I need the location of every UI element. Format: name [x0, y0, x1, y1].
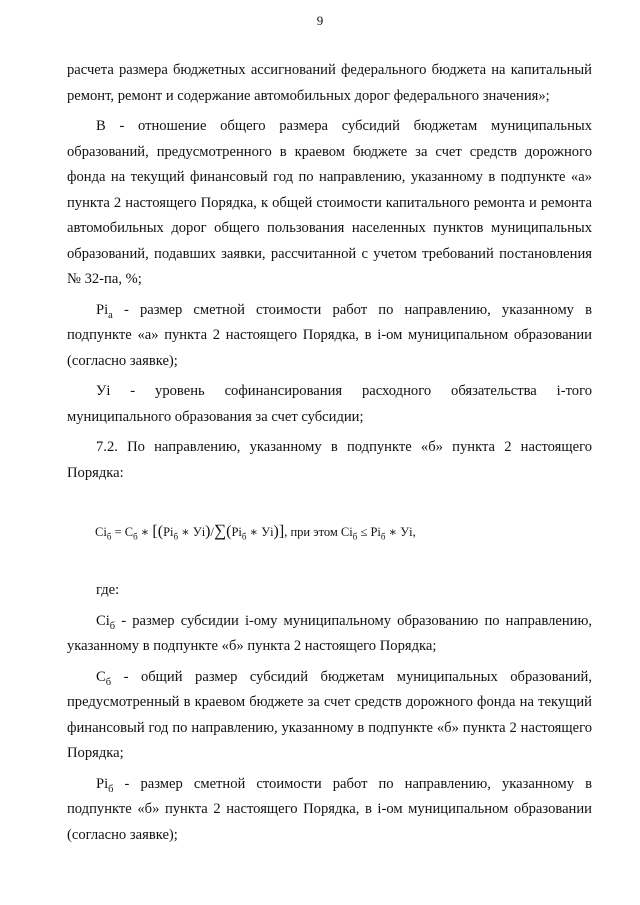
- subsidy-formula: $Ci_б = C_б$ ∗ [($Pi_б$ ∗ $Уi)/\sum(Pi_б$ ∗ Уi)], при этом $Ci_б \le Pi_б$ ∗ Уi,: [95, 521, 416, 542]
- paragraph-definition-pib: $Pi_б$ - размер сметной стоимости работ по направлению, указанному в подпункте «б» пункта 2 настоящего Порядка, в i-ом муниципальном образовании (согласно заявке);: [67, 775, 592, 843]
- where-label: где:: [96, 582, 120, 598]
- paragraph-continuation: расчета размера бюджетных ассигнований федерального бюджета на капитальный ремонт, ремонт и содержание автомобильных дорог федерального значения»;: [67, 62, 592, 104]
- symbol-pi: Pi: [96, 301, 109, 318]
- paragraph-definition-pia: $Pi_а$ - размер сметной стоимости работ по направлению, указанному в подпункте «а» пункта 2 настоящего Порядка, в i-ом муниципальном образовании (согласно заявке);: [67, 301, 592, 369]
- sum-icon: ∑: [213, 521, 227, 540]
- definition-text: размер сметной стоимости работ по направлению, указанному в подпункте «а» пункта 2 настоящего Порядка, в i-ом муниципальном образовании (согласно заявке);: [67, 301, 592, 369]
- page-number: 9: [316, 13, 324, 28]
- document-body: [67, 58, 592, 848]
- symbol-subscript-a: а: [108, 309, 113, 321]
- paragraph-section-7-2: 7.2. По направлению, указанному в подпункте «б» пункта 2 настоящего Порядка:: [67, 439, 592, 481]
- paragraph-definition-cb: $С_б$ - общий размер субсидий бюджетам муниципальных образований, предусмотренный в краевом бюджете за счет средств дорожного фонда на текущий финансовый год по направлению, указанному в подпункте «б» пункта 2 настоящего Порядка;: [67, 668, 592, 761]
- paragraph-definition-cib: $Ci_б$ - размер субсидии i-ому муниципальному образованию по направлению, указанному в подпункте «б» пункта 2 настоящего Порядка;: [67, 612, 592, 654]
- paragraph-definition-yi: Уi - уровень софинансирования расходного обязательства i-того муниципального образования за счет субсидии;: [67, 383, 592, 425]
- paragraph-definition-v: В - отношение общего размера субсидий бюджетам муниципальных образований, предусмотренного в краевом бюджете за счет средств дорожного фонда на текущий финансовый год по направлению, указанному в подпункте «а» пункта 2 настоящего Порядка, к общей стоимости капитального ремонта и ремонта автомобильных дорог общего пользования населенных пунктов муниципальных образований, подавших заявки, рассчитанной с учетом требований постановления № 32-па, %;: [67, 118, 592, 287]
